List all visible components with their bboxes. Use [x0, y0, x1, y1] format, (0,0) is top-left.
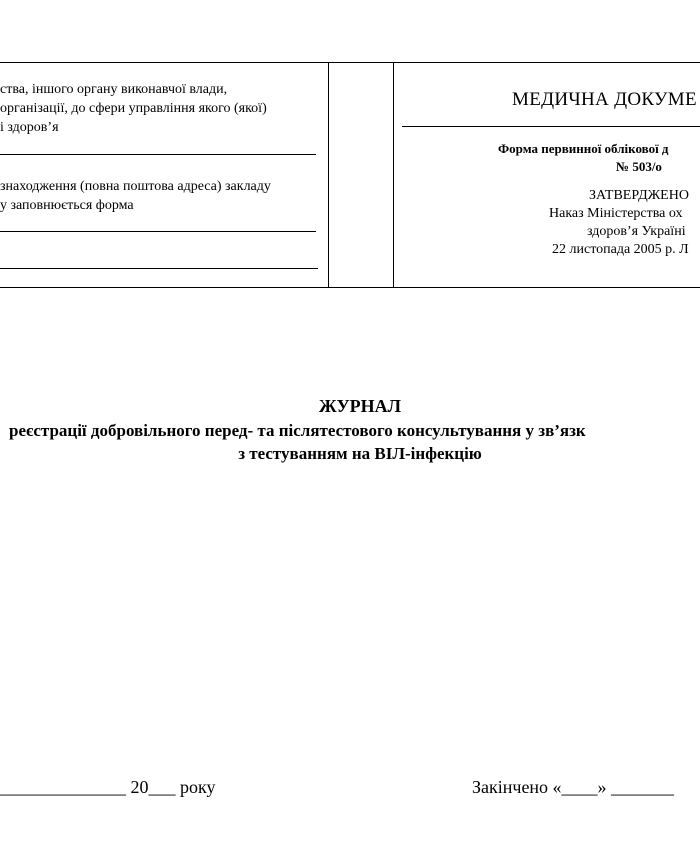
fill-line-1: [0, 154, 316, 155]
left-block1-line2: організації, до сфери управління якого (якої): [0, 101, 267, 116]
order-line-1: Наказ Міністерства ох: [549, 206, 683, 221]
header-divider-left: [328, 62, 329, 288]
journal-title: ЖУРНАЛ: [318, 396, 402, 416]
left-block2-line1: знаходження (повна поштова адреса) закладу: [0, 179, 271, 194]
left-block1-line1: ства, іншого органу виконавчої влади,: [0, 82, 228, 97]
journal-subtitle-line2: з тестуванням на ВІЛ-інфекцію: [238, 444, 482, 463]
header-bottom-border: [0, 287, 700, 288]
form-number: № 503/о: [616, 159, 662, 174]
order-line-2: здоров’я Україні: [587, 224, 686, 239]
header-divider-right: [393, 62, 394, 288]
finished-date: Закінчено «____» _______: [472, 777, 675, 797]
title-underline: [402, 126, 700, 127]
left-block2-line2: у заповнюється форма: [0, 198, 134, 213]
fill-line-3: [0, 268, 318, 269]
approved-label: ЗАТВЕРДЖЕНО: [589, 188, 689, 203]
order-line-3: 22 листопада 2005 р. Л: [552, 242, 689, 257]
started-date: ______________ 20___ року: [0, 777, 216, 797]
medical-documentation-title: МЕДИЧНА ДОКУМЕ: [512, 89, 697, 110]
fill-line-2: [0, 231, 316, 232]
journal-subtitle-line1: реєстрації добровільного перед- та післятестового консультування у зв’язк: [9, 421, 586, 440]
header-top-border: [0, 62, 700, 63]
left-block1-line3: і здоров’я: [0, 120, 59, 135]
form-label: Форма первинної облікової д: [498, 141, 669, 156]
